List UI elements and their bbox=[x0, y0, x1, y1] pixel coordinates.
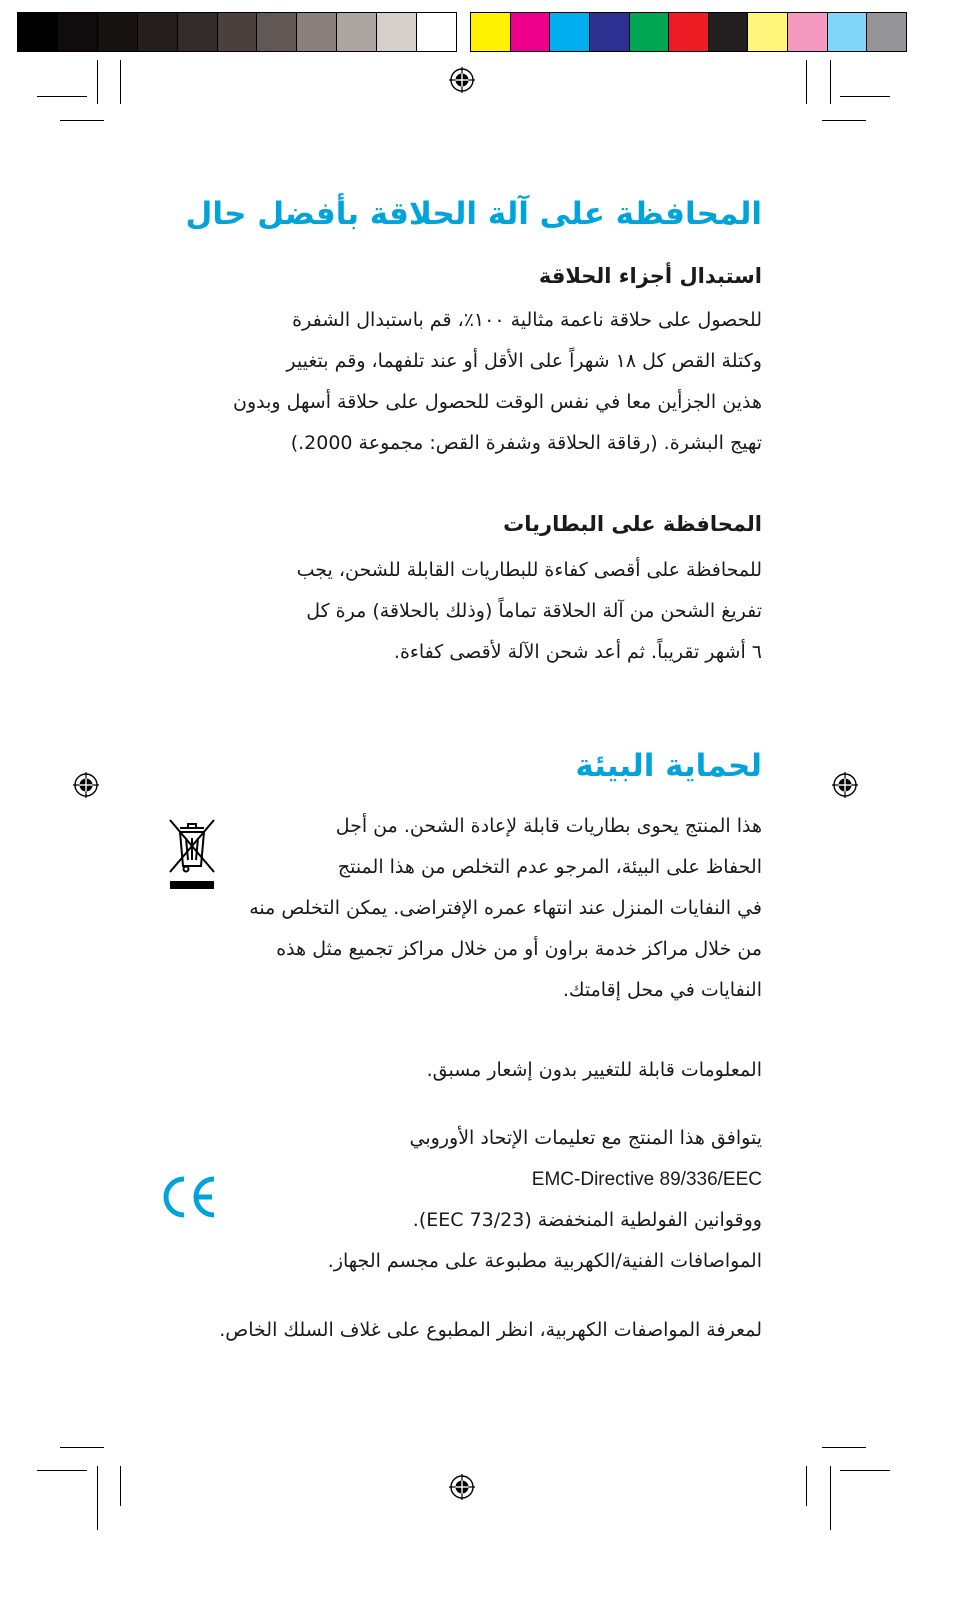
color-swatch bbox=[18, 13, 58, 51]
text-line: للحصول على حلاقة ناعمة مثالية ١٠٠٪، قم باستبدال الشفرة bbox=[292, 309, 762, 331]
text-line: تهيج البشرة. (رقاقة الحلاقة وشفرة القص: مجموعة 2000.) bbox=[290, 432, 762, 454]
paragraph-environment bbox=[152, 806, 762, 1011]
registration-mark-icon bbox=[832, 772, 858, 798]
paragraph-replacing-parts bbox=[152, 300, 762, 464]
color-swatch bbox=[337, 13, 377, 51]
text-line: هذا المنتج يحوى بطاريات قابلة لإعادة الشحن. من أجل bbox=[335, 815, 762, 837]
color-swatch bbox=[58, 13, 98, 51]
color-swatch bbox=[669, 13, 709, 51]
section-title-shaver-care: المحافظة على آلة الحلاقة بأفضل حال bbox=[185, 196, 762, 232]
cmyk-color-strip bbox=[470, 12, 907, 52]
color-swatch bbox=[867, 13, 906, 51]
color-swatch bbox=[709, 13, 749, 51]
section-title-environment: لحماية البيئة bbox=[575, 748, 762, 784]
color-swatch bbox=[630, 13, 670, 51]
crop-mark bbox=[97, 60, 98, 104]
crop-mark bbox=[120, 60, 121, 104]
text-line: ووقوانين الفولطية المنخفضة (73/23 EEC). bbox=[412, 1209, 762, 1231]
registration-mark-icon bbox=[449, 1474, 475, 1500]
color-swatch bbox=[590, 13, 630, 51]
color-swatch bbox=[788, 13, 828, 51]
crop-mark bbox=[840, 1470, 890, 1471]
crop-mark bbox=[806, 60, 807, 104]
crop-mark bbox=[822, 1447, 866, 1448]
color-swatch bbox=[417, 13, 456, 51]
crop-mark bbox=[806, 1466, 807, 1506]
text-line: للمحافظة على أقصى كفاءة للبطاريات القابلة للشحن، يجب bbox=[296, 559, 762, 581]
registration-mark-icon bbox=[449, 67, 475, 93]
text-line: المواصافات الفنية/الكهربية مطبوعة على مجسم الجهاز. bbox=[327, 1250, 762, 1272]
electrical-specs-note: لمعرفة المواصفات الكهربية، انظر المطبوع على غلاف السلك الخاص. bbox=[219, 1319, 762, 1341]
grayscale-color-strip bbox=[17, 12, 457, 52]
crop-mark bbox=[37, 1470, 87, 1471]
color-swatch bbox=[218, 13, 258, 51]
crop-mark bbox=[60, 1447, 104, 1448]
text-line-directive: EMC-Directive 89/336/EEC bbox=[531, 1169, 762, 1190]
crop-mark bbox=[830, 1466, 831, 1530]
color-swatch bbox=[748, 13, 788, 51]
color-swatch bbox=[377, 13, 417, 51]
subheading-replacing-parts: استبدال أجزاء الحلاقة bbox=[538, 264, 762, 288]
text-line: ٦ أشهر تقريباً. ثم أعد شحن الآلة لأقصى كفاءة. bbox=[393, 641, 762, 663]
crop-mark bbox=[37, 96, 87, 97]
text-line: النفايات في محل إقامتك. bbox=[562, 979, 762, 1001]
text-line: تفريغ الشحن من آلة الحلاقة تماماً (وذلك بالحلاقة) مرة كل bbox=[306, 600, 762, 622]
color-swatch bbox=[471, 13, 511, 51]
color-swatch bbox=[138, 13, 178, 51]
color-swatch bbox=[257, 13, 297, 51]
notice-subject-to-change: المعلومات قابلة للتغيير بدون إشعار مسبق. bbox=[426, 1059, 762, 1081]
paragraph-battery-care bbox=[152, 550, 762, 673]
text-line: وكتلة القص كل ١٨ شهراً على الأقل أو عند تلفهما، وقم بتغيير bbox=[286, 350, 762, 372]
color-swatch bbox=[178, 13, 218, 51]
crop-mark bbox=[840, 96, 890, 97]
crop-mark bbox=[822, 120, 866, 121]
text-line: في النفايات المنزل عند انتهاء عمره الإفتراضى. يمكن التخلص منه bbox=[249, 897, 762, 919]
color-swatch bbox=[297, 13, 337, 51]
crop-mark bbox=[120, 1466, 121, 1506]
color-swatch bbox=[98, 13, 138, 51]
color-swatch bbox=[828, 13, 868, 51]
color-swatch bbox=[511, 13, 551, 51]
paragraph-eu-compliance bbox=[202, 1118, 762, 1282]
crop-mark bbox=[830, 60, 831, 104]
text-line: هذين الجزأين معا في نفس الوقت للحصول على حلاقة أسهل وبدون bbox=[233, 391, 762, 413]
crop-mark bbox=[97, 1466, 98, 1530]
text-line: من خلال مراكز خدمة براون أو من خلال مراكز تجميع مثل هذه bbox=[276, 938, 762, 960]
crop-mark bbox=[60, 120, 104, 121]
text-line: يتوافق هذا المنتج مع تعليمات الإتحاد الأوروبي bbox=[409, 1127, 762, 1149]
subheading-battery-care: المحافظة على البطاريات bbox=[503, 512, 762, 536]
ce-mark-icon bbox=[160, 1175, 220, 1219]
text-line: الحفاظ على البيئة، المرجو عدم التخلص من هذا المنتج bbox=[337, 856, 762, 878]
registration-mark-icon bbox=[73, 772, 99, 798]
color-swatch bbox=[550, 13, 590, 51]
